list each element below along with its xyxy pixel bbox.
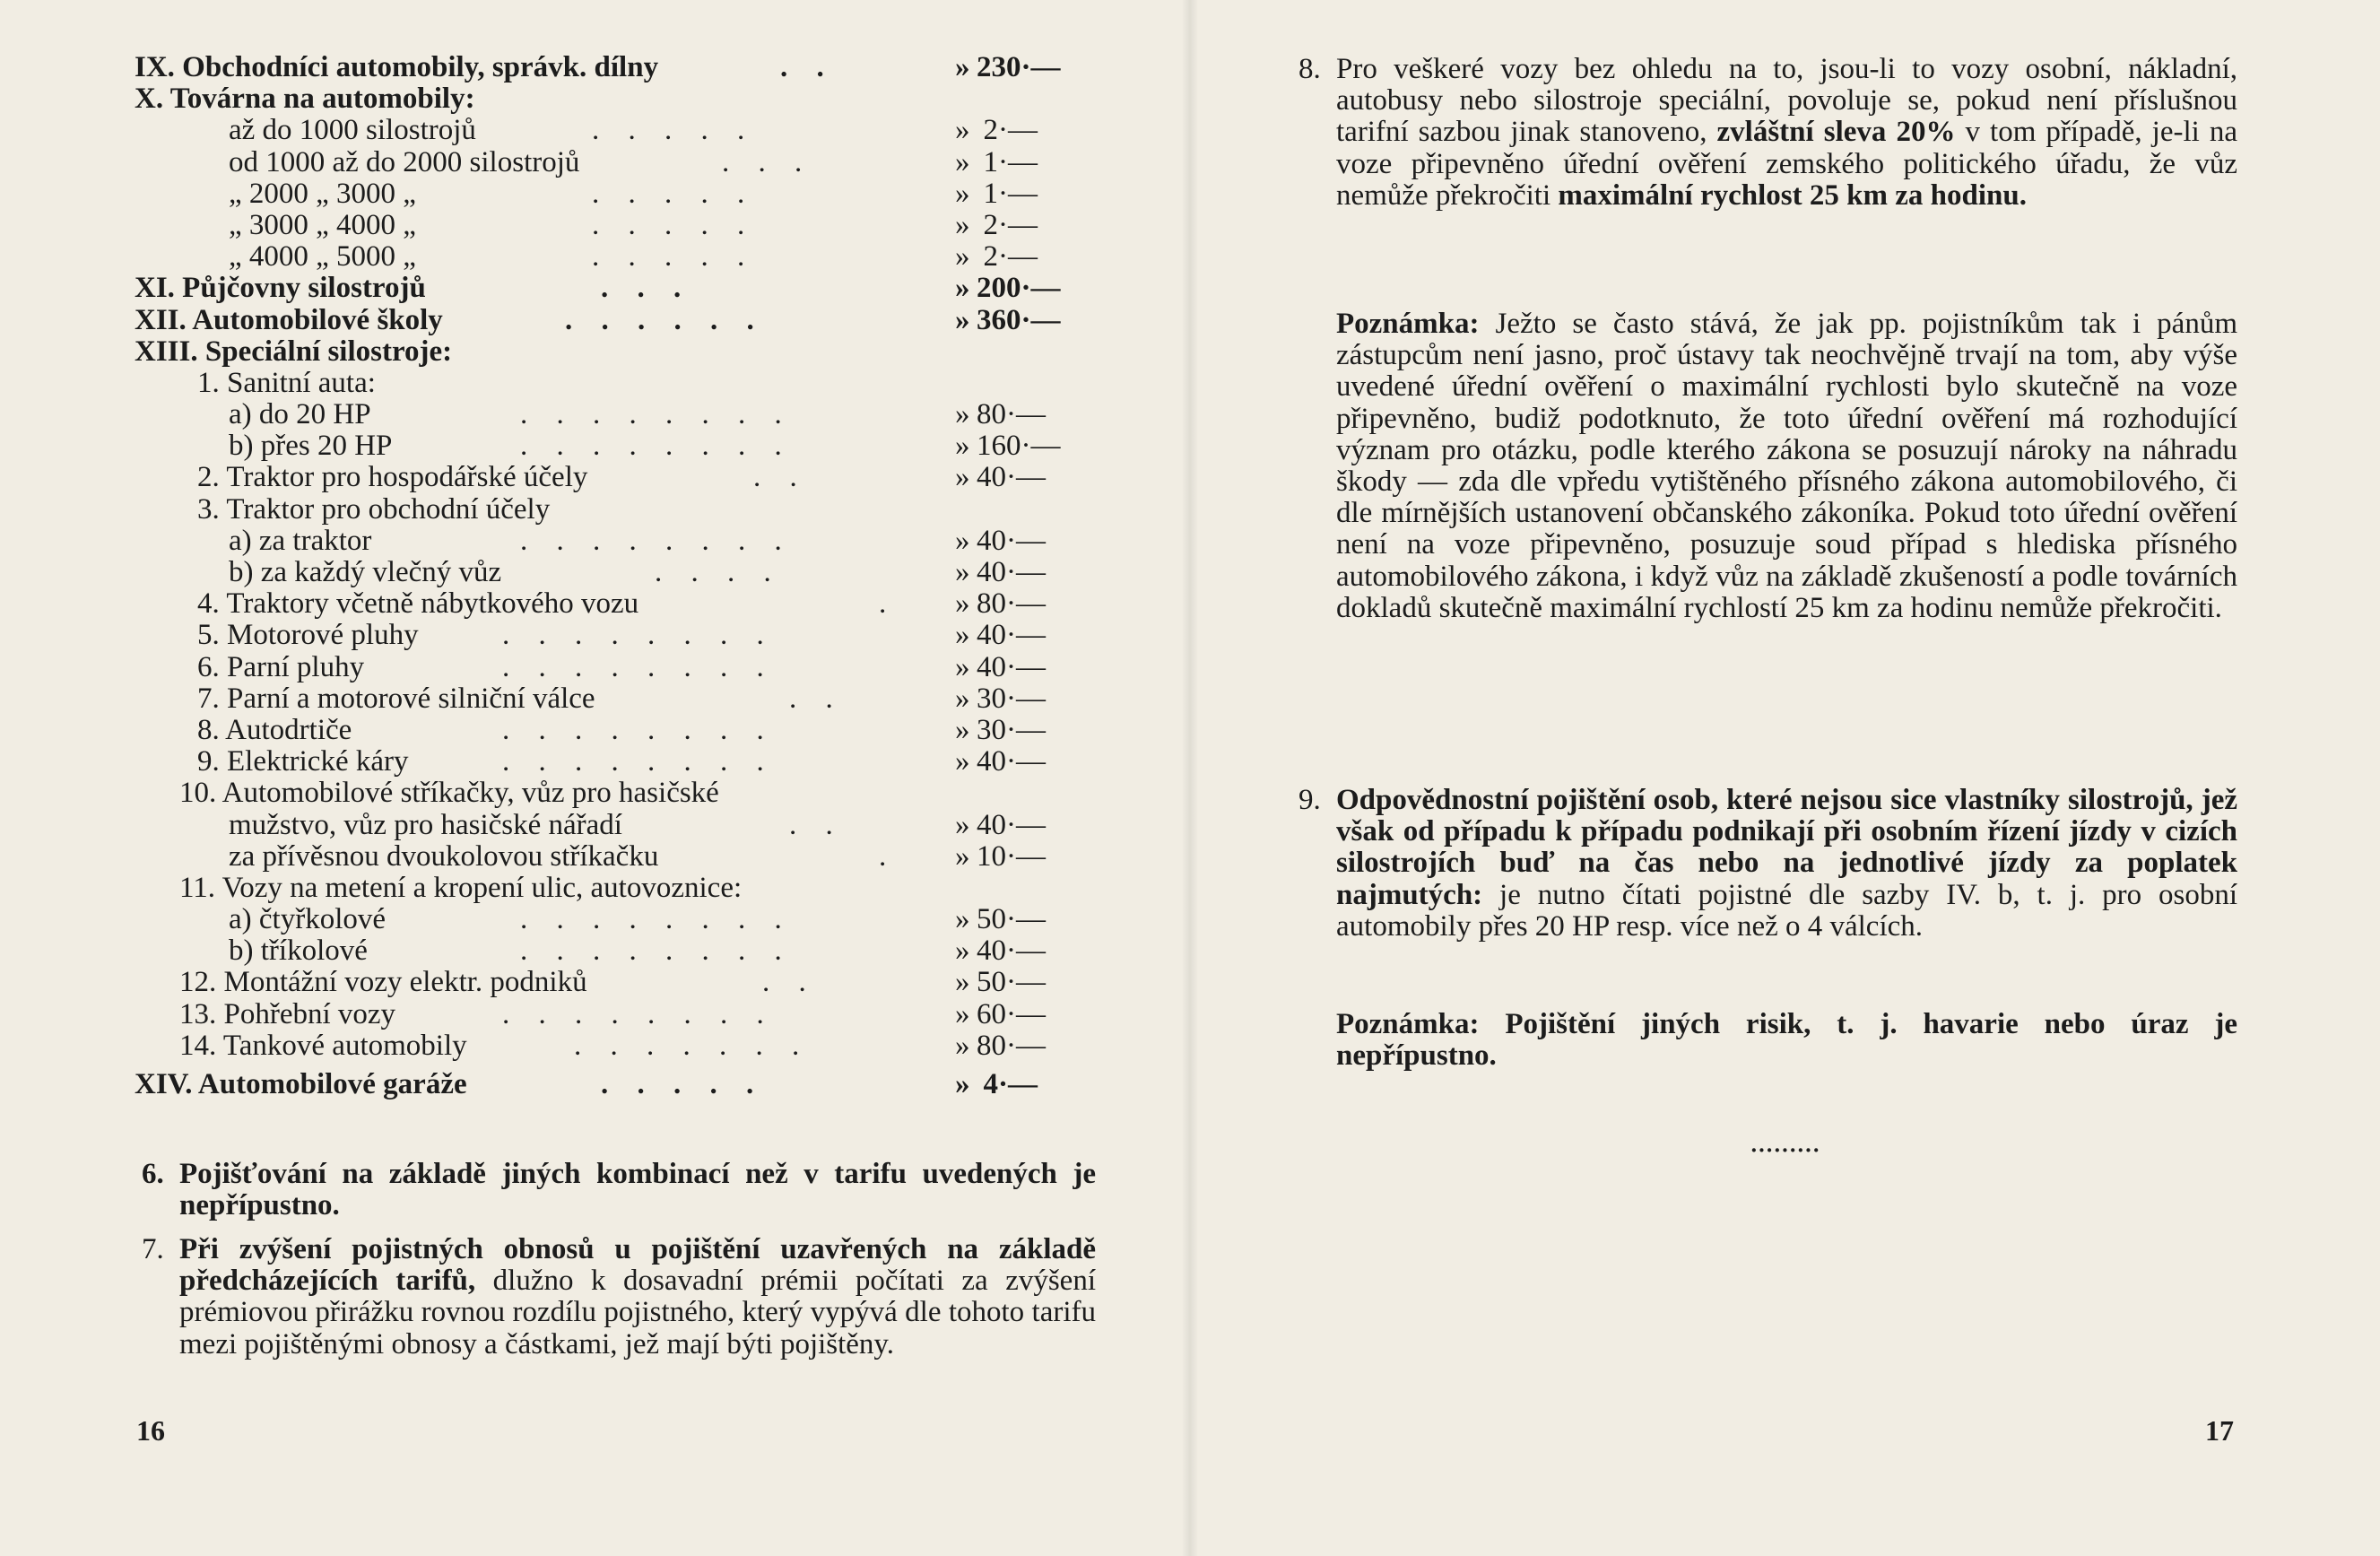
tariff-row bbox=[135, 810, 1103, 841]
tariff-list bbox=[135, 52, 1103, 1100]
amount-value: 160·— bbox=[977, 430, 1061, 463]
section-number: 9. bbox=[1299, 784, 1321, 816]
section-6 bbox=[142, 1158, 1096, 1222]
leader-dots: . . . . . . . . bbox=[520, 524, 793, 557]
tariff-row bbox=[135, 526, 1103, 557]
tariff-label: 13. Pohřební vozy bbox=[179, 997, 396, 1030]
section-7-text bbox=[179, 1234, 1096, 1360]
tariff-amount bbox=[955, 1069, 1038, 1100]
tariff-amount bbox=[955, 115, 1038, 146]
note-1-text bbox=[1336, 309, 2237, 624]
section-9-text bbox=[1336, 785, 2237, 943]
tariff-amount bbox=[955, 745, 1046, 778]
tariff-amount bbox=[955, 619, 1046, 652]
tariff-amount bbox=[955, 51, 1061, 83]
tariff-label: 9. Elektrické káry bbox=[197, 745, 409, 778]
note-2-text bbox=[1336, 1009, 2237, 1072]
currency-mark: » bbox=[955, 430, 970, 463]
leader-dots: . . . . . . . . bbox=[502, 650, 775, 683]
right-page bbox=[1190, 0, 2380, 1556]
tariff-label: 8. Autodrtiče bbox=[197, 713, 352, 746]
tariff-label: 14. Tankové automobily bbox=[179, 1029, 467, 1062]
tariff-label: „ 4000 „ 5000 „ bbox=[229, 240, 416, 274]
section-number: 6. bbox=[142, 1158, 164, 1190]
amount-value: 80·— bbox=[977, 1029, 1046, 1062]
amount-value: 4·— bbox=[983, 1068, 1038, 1100]
leader-dots: . bbox=[879, 839, 898, 873]
leader-dots: . . . . . bbox=[592, 208, 756, 241]
currency-mark: » bbox=[955, 808, 970, 841]
amount-value: 30·— bbox=[977, 682, 1046, 715]
tariff-label: X. Továrna na automobily: bbox=[135, 83, 475, 116]
tariff-label: a) čtyřkolové bbox=[229, 903, 387, 936]
currency-mark: » bbox=[955, 51, 970, 83]
currency-mark: » bbox=[955, 461, 970, 494]
tariff-amount bbox=[955, 650, 1046, 683]
tariff-row bbox=[135, 683, 1103, 715]
tariff-row bbox=[135, 935, 1103, 967]
tariff-row bbox=[135, 557, 1103, 588]
amount-value: 40·— bbox=[977, 524, 1046, 557]
section-7-rest-text: dlužno k dosavadní prémii počítati za zvýšení prémiovou přirážku rovnou rozdílu pojistného, který vypývá dle tohoto tarifu mezi pojištěnými obnosy a částkami, jež mají býti pojištěny. bbox=[179, 1265, 1096, 1360]
currency-mark: » bbox=[955, 398, 970, 431]
section-8-text-c: v tom případě, je-li na voze připevněno úřední ověření zemského politického úřadu, že vůz nemůže překročiti bbox=[1336, 116, 2238, 212]
currency-mark: » bbox=[955, 556, 970, 588]
tariff-row bbox=[135, 1069, 1103, 1100]
tariff-row bbox=[135, 999, 1103, 1030]
tariff-amount bbox=[955, 556, 1046, 588]
leader-dots: . . . bbox=[722, 145, 813, 178]
note-2-body: Pojištění jiných risik, t. j. havarie nebo úraz je nepřípustno. bbox=[1336, 1008, 2237, 1073]
tariff-amount bbox=[955, 272, 1061, 305]
currency-mark: » bbox=[955, 1029, 970, 1062]
tariff-row bbox=[135, 273, 1103, 304]
leader-dots: . . . . . . . . bbox=[502, 997, 775, 1030]
tariff-row bbox=[135, 336, 1103, 368]
amount-value: 200·— bbox=[977, 272, 1061, 305]
note-1-label: Poznámka: bbox=[1336, 308, 1480, 340]
tariff-label: 5. Motorové pluhy bbox=[197, 619, 419, 652]
leader-dots: . . . . . . . . bbox=[520, 398, 793, 431]
leader-dots: . . bbox=[762, 966, 817, 999]
note-2-label: Poznámka: bbox=[1336, 1008, 1480, 1040]
tariff-amount bbox=[955, 682, 1046, 715]
leader-dots: . . . . . . . . bbox=[520, 903, 793, 936]
tariff-row bbox=[135, 967, 1103, 998]
leader-dots: . . . . . . . . bbox=[520, 934, 793, 968]
tariff-label: mužstvo, vůz pro hasičské nářadí bbox=[229, 808, 622, 841]
tariff-label: 12. Montážní vozy elektr. podniků bbox=[179, 966, 587, 999]
leader-dots: . . . . bbox=[655, 556, 782, 588]
tariff-amount bbox=[955, 587, 1046, 621]
tariff-amount bbox=[955, 839, 1046, 873]
leader-dots: . . . . . . . . bbox=[502, 619, 775, 652]
tariff-label: b) přes 20 HP bbox=[229, 430, 393, 463]
section-separator: ········· bbox=[1750, 1137, 1820, 1163]
currency-mark: » bbox=[955, 145, 970, 178]
currency-mark: » bbox=[955, 903, 970, 936]
tariff-label: „ 3000 „ 4000 „ bbox=[229, 208, 416, 241]
tariff-label: XI. Půjčovny silostrojů bbox=[135, 272, 426, 305]
amount-value: 40·— bbox=[977, 556, 1046, 588]
section-9 bbox=[1299, 784, 2237, 943]
currency-mark: » bbox=[955, 934, 970, 968]
tariff-amount bbox=[955, 934, 1046, 968]
amount-value: 80·— bbox=[977, 398, 1046, 431]
leader-dots: . . bbox=[789, 682, 844, 715]
leader-dots: . . . . . bbox=[592, 114, 756, 147]
tariff-amount bbox=[955, 210, 1038, 241]
tariff-amount bbox=[955, 430, 1061, 463]
tariff-row bbox=[135, 1030, 1103, 1062]
tariff-amount bbox=[955, 147, 1038, 178]
amount-value: 230·— bbox=[977, 51, 1061, 83]
tariff-amount bbox=[955, 461, 1046, 494]
tariff-row bbox=[135, 462, 1103, 493]
tariff-row bbox=[135, 430, 1103, 462]
tariff-row bbox=[135, 778, 1103, 809]
section-8-bold-discount: zvláštní sleva 20% bbox=[1716, 116, 1956, 149]
leader-dots: . . bbox=[789, 808, 844, 841]
amount-value: 40·— bbox=[977, 934, 1046, 968]
tariff-label: XII. Automobilové školy bbox=[135, 303, 443, 336]
tariff-row bbox=[135, 715, 1103, 746]
leader-dots: . bbox=[879, 587, 898, 621]
section-8 bbox=[1299, 53, 2238, 212]
leader-dots: . . . . . . . . bbox=[520, 430, 793, 463]
currency-mark: » bbox=[955, 303, 970, 336]
tariff-label: 11. Vozy na metení a kropení ulic, autovoznice: bbox=[179, 871, 743, 904]
page-number-right: 17 bbox=[2205, 1414, 2234, 1447]
tariff-row bbox=[135, 241, 1103, 273]
tariff-amount bbox=[955, 178, 1038, 210]
tariff-row bbox=[135, 841, 1103, 873]
section-6-text: Pojišťování na základě jiných kombinací než v tarifu uvedených je nepřípustno. bbox=[179, 1158, 1096, 1222]
amount-value: 40·— bbox=[977, 461, 1046, 494]
note-1-body: Ježto se často stává, že jak pp. pojistníkům tak i pánům zástupcům není jasno, proč ústavy tak neochvějně trvají na tom, aby výše uvedené úřední ověření o maximální rychlosti bylo skutečně na voze připevněno, budiž podotknuto, že toto úřední ověření má rozhodující význam pro otázku, podle kterého zákona se posuzují nároky na náhradu škody — zda dle vpředu vytištěného přísného zákona automobilového, či dle mírnějších ustanovení občanského zákoníka. Pokud toto úřední ověření není na voze připevněno, posuzuje soud případ s hlediska přísného automobilového zákona, i když vůz na základě zkušeností a podle továrních dokladů skutečně maximální rychlostí 25 km za hodinu nemůže překročiti. bbox=[1336, 308, 2237, 624]
currency-mark: » bbox=[955, 114, 970, 147]
currency-mark: » bbox=[955, 966, 970, 999]
leader-dots: . . bbox=[780, 51, 835, 83]
tariff-amount bbox=[955, 524, 1046, 557]
section-9-rest-text: je nutno čítati pojistné dle sazby IV. b, t. j. pro osobní automobily přes 20 HP resp. více než o 4 válcích. bbox=[1336, 878, 2237, 943]
amount-value: 40·— bbox=[977, 745, 1046, 778]
amount-value: 40·— bbox=[977, 808, 1046, 841]
leader-dots: . . . bbox=[601, 272, 692, 305]
amount-value: 30·— bbox=[977, 713, 1046, 746]
section-7 bbox=[142, 1233, 1096, 1360]
leader-dots: . . . . . . . bbox=[574, 1029, 811, 1062]
currency-mark: » bbox=[955, 682, 970, 715]
currency-mark: » bbox=[955, 524, 970, 557]
amount-value: 40·— bbox=[977, 619, 1046, 652]
tariff-label: 6. Parní pluhy bbox=[197, 650, 365, 683]
leader-dots: . . . . . bbox=[592, 177, 756, 210]
note-2 bbox=[1336, 1009, 2237, 1072]
section-9-bold-text: Odpovědnostní pojištění osob, které nejsou sice vlastníky silostrojů, jež však od případu k případu podnikají při osobním řízení jízdy v cizích silostrojích buď na čas nebo na jednotlivé jízdy za poplatek najmutých: bbox=[1336, 784, 2237, 911]
tariff-amount bbox=[955, 303, 1061, 336]
tariff-label: za přívěsnou dvoukolovou stříkačku bbox=[229, 839, 659, 873]
amount-value: 2·— bbox=[983, 240, 1038, 274]
tariff-label: 4. Traktory včetně nábytkového vozu bbox=[197, 587, 639, 621]
currency-mark: » bbox=[955, 1068, 970, 1100]
tariff-label: od 1000 až do 2000 silostrojů bbox=[229, 145, 580, 178]
amount-value: 360·— bbox=[977, 303, 1061, 336]
tariff-amount bbox=[955, 241, 1038, 273]
amount-value: 1·— bbox=[983, 177, 1038, 210]
section-number: 7. bbox=[142, 1233, 164, 1265]
note-1 bbox=[1336, 309, 2237, 624]
tariff-label: b) tříkolové bbox=[229, 934, 368, 968]
tariff-label: IX. Obchodníci automobily, správk. dílny bbox=[135, 51, 659, 83]
tariff-row bbox=[135, 147, 1103, 178]
tariff-row bbox=[135, 588, 1103, 620]
tariff-label: XIII. Speciální silostroje: bbox=[135, 335, 453, 368]
tariff-row bbox=[135, 210, 1103, 241]
tariff-row bbox=[135, 52, 1103, 83]
currency-mark: » bbox=[955, 619, 970, 652]
leader-dots: . . . . . bbox=[601, 1068, 765, 1100]
currency-mark: » bbox=[955, 997, 970, 1030]
tariff-label: XIV. Automobilové garáže bbox=[135, 1068, 467, 1100]
tariff-label: b) za každý vlečný vůz bbox=[229, 556, 502, 588]
amount-value: 2·— bbox=[983, 114, 1038, 147]
section-number: 8. bbox=[1299, 53, 1321, 85]
tariff-amount bbox=[955, 713, 1046, 746]
currency-mark: » bbox=[955, 713, 970, 746]
tariff-row bbox=[135, 115, 1103, 146]
tariff-amount bbox=[955, 808, 1046, 841]
tariff-label: 7. Parní a motorové silniční válce bbox=[197, 682, 595, 715]
tariff-label: 2. Traktor pro hospodářské účely bbox=[197, 461, 588, 494]
amount-value: 80·— bbox=[977, 587, 1046, 621]
amount-value: 60·— bbox=[977, 997, 1046, 1030]
leader-dots: . . . . . . bbox=[565, 303, 765, 336]
amount-value: 1·— bbox=[983, 145, 1038, 178]
tariff-row bbox=[135, 368, 1103, 399]
tariff-amount bbox=[955, 997, 1046, 1030]
tariff-row bbox=[135, 873, 1103, 904]
leader-dots: . . bbox=[753, 461, 808, 494]
amount-value: 2·— bbox=[983, 208, 1038, 241]
currency-mark: » bbox=[955, 745, 970, 778]
tariff-amount bbox=[955, 398, 1046, 431]
tariff-amount bbox=[955, 903, 1046, 936]
tariff-label: „ 2000 „ 3000 „ bbox=[229, 177, 416, 210]
leader-dots: . . . . . . . . bbox=[502, 713, 775, 746]
currency-mark: » bbox=[955, 650, 970, 683]
tariff-amount bbox=[955, 1029, 1046, 1062]
currency-mark: » bbox=[955, 177, 970, 210]
currency-mark: » bbox=[955, 839, 970, 873]
section-8-bold-speed: maximální rychlost 25 km za hodinu. bbox=[1558, 178, 2027, 212]
tariff-label: 3. Traktor pro obchodní účely bbox=[197, 492, 551, 526]
tariff-row bbox=[135, 178, 1103, 210]
leader-dots: . . . . . bbox=[592, 240, 756, 274]
tariff-label: 1. Sanitní auta: bbox=[197, 366, 376, 399]
section-8-text bbox=[1336, 54, 2237, 212]
amount-value: 10·— bbox=[977, 839, 1046, 873]
tariff-row bbox=[135, 904, 1103, 935]
tariff-row bbox=[135, 399, 1103, 430]
currency-mark: » bbox=[955, 587, 970, 621]
section-7-bold-text: Při zvýšení pojistných obnosů u pojištění uzavřených na základě předcházejících tarifů, bbox=[179, 1233, 1096, 1298]
tariff-row bbox=[135, 620, 1103, 651]
tariff-label: a) za traktor bbox=[229, 524, 372, 557]
amount-value: 50·— bbox=[977, 903, 1046, 936]
section-8-text-a: Pro veškeré vozy bez ohledu na to, jsou-li to vozy osobní, nákladní, autobusy nebo silostroje speciální, povoluje se, pokud není příslušnou tarifní sazbou jinak stanoveno, bbox=[1336, 53, 2237, 149]
tariff-row bbox=[135, 494, 1103, 526]
page-number-left: 16 bbox=[136, 1414, 165, 1447]
currency-mark: » bbox=[955, 208, 970, 241]
tariff-row bbox=[135, 83, 1103, 115]
tariff-label: a) do 20 HP bbox=[229, 398, 371, 431]
currency-mark: » bbox=[955, 272, 970, 305]
currency-mark: » bbox=[955, 240, 970, 274]
tariff-label: až do 1000 silostrojů bbox=[229, 114, 476, 147]
tariff-row bbox=[135, 746, 1103, 778]
tariff-label: 10. Automobilové stříkačky, vůz pro hasičské bbox=[179, 777, 719, 810]
tariff-amount bbox=[955, 966, 1046, 999]
amount-value: 50·— bbox=[977, 966, 1046, 999]
tariff-row bbox=[135, 652, 1103, 683]
tariff-row bbox=[135, 305, 1103, 336]
leader-dots: . . . . . . . . bbox=[502, 745, 775, 778]
amount-value: 40·— bbox=[977, 650, 1046, 683]
